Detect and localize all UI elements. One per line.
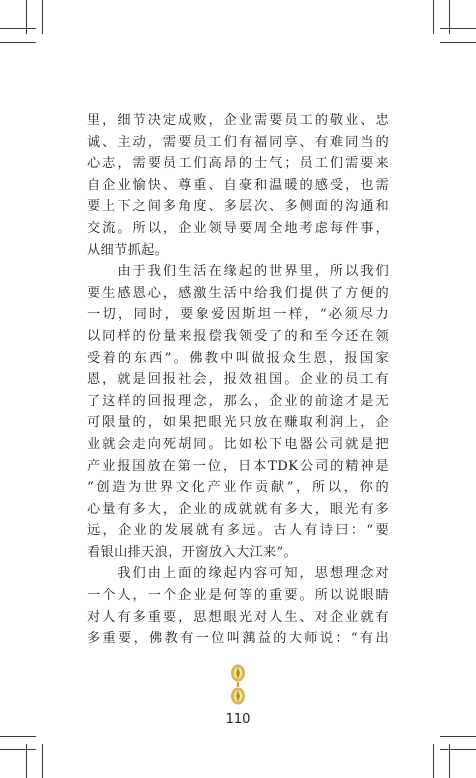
- text-line: 自企业愉快、尊重、自豪和温暖的感受，也需: [87, 177, 389, 193]
- text-line: 从细节抓起。: [87, 242, 169, 258]
- crop-mark-bottom-right-vertical: [433, 744, 434, 778]
- crop-mark-top-right-vertical: [433, 0, 434, 34]
- crop-mark-top-left-vertical-inner: [42, 0, 43, 34]
- text-line: 里，细节决定成败，企业需要员工的敬业、忠: [87, 113, 389, 128]
- text-line: 我们由上面的缘起内容可知，思想理念对: [87, 566, 389, 582]
- text-line: 对人有多重要，思想眼光对人生、对企业就有: [87, 609, 389, 625]
- text-line: 业就会走向死胡同。比如松下电器公司就是把: [87, 436, 389, 452]
- text-line: 多重要，佛教有一位叫蕅益的大师说：“有出: [87, 631, 389, 647]
- crop-mark-bottom-right-horizontal-inner: [440, 749, 476, 750]
- text-line: 交流。所以，企业领导要周全地考虑每件事，: [87, 220, 389, 236]
- page-number: 110: [225, 712, 251, 727]
- crop-mark-top-right-horizontal: [440, 28, 476, 29]
- text-line: “创造为世界文化产业作贡献”，所以，你的: [87, 480, 389, 496]
- text-line: 心量有多大，企业的成就就有多大，眼光有多: [87, 501, 389, 517]
- text-line: 恩，就是回报社会，报效祖国。企业的员工有: [87, 372, 389, 388]
- crop-mark-bottom-left-horizontal: [0, 736, 36, 737]
- text-line: 心志，需要员工们高昂的士气；员工们需要来: [87, 156, 389, 172]
- crop-mark-bottom-right-horizontal: [440, 736, 476, 737]
- paragraph: [87, 110, 389, 261]
- paragraph: [87, 261, 389, 563]
- ornament-stem: [237, 682, 239, 687]
- text-line: 一个人，一个企业是何等的重要。所以说眼睛: [87, 588, 389, 604]
- crop-mark-top-left-horizontal: [0, 28, 36, 29]
- body-text: [87, 110, 389, 650]
- text-line: 一切，同时，要象爱因斯坦一样，“必须尽力: [87, 307, 389, 323]
- crop-mark-bottom-left-horizontal-inner: [0, 749, 36, 750]
- ornament-bottom-drop: [231, 688, 245, 705]
- lotus-ornament-icon: [229, 664, 247, 706]
- text-line: 诚、主动，需要员工们有福同享、有难同当的: [87, 134, 389, 150]
- crop-mark-bottom-left-vertical-inner: [42, 744, 43, 778]
- text-line: 可限量的，如果把眼光只放在赚取利润上，企: [87, 415, 389, 431]
- text-line: 远，企业的发展就有多远。古人有诗曰：“要: [87, 523, 389, 539]
- ornament-top-drop: [231, 665, 245, 682]
- text-line: 产业报国放在第一位，日本TDK公司的精神是: [87, 458, 389, 474]
- text-line: 要生感恩心，感激生活中给我们提供了方便的: [87, 285, 389, 301]
- text-line: 由于我们生活在缘起的世界里，所以我们: [87, 264, 389, 280]
- text-line: 看银山排天浪，开窗放入大江来”。: [87, 544, 298, 560]
- text-line: 受着的东西”。佛教中叫做报众生恩，报国家: [87, 350, 389, 366]
- crop-mark-top-left-horizontal-inner: [0, 42, 36, 43]
- paragraph: [87, 563, 389, 649]
- text-line: 以同样的份量来报偿我领受了的和至今还在领: [87, 328, 389, 344]
- crop-mark-top-right-horizontal-inner: [440, 42, 476, 43]
- text-line: 了这样的回报理念，那么，企业的前途才是无: [87, 393, 389, 409]
- text-line: 要上下之间多角度、多层次、多侧面的沟通和: [87, 199, 389, 215]
